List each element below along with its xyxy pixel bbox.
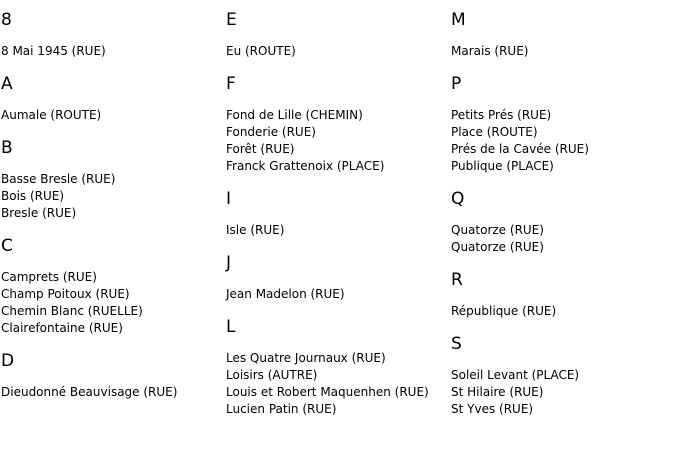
letter-heading: B xyxy=(1,138,13,158)
letter-group xyxy=(451,10,675,60)
street-link[interactable]: Champ Poitoux (RUE) xyxy=(1,287,130,301)
street-column xyxy=(451,10,675,432)
street-link[interactable]: Basse Bresle (RUE) xyxy=(1,172,116,186)
letter-heading: L xyxy=(226,317,236,337)
street-link[interactable]: Marais (RUE) xyxy=(451,44,529,58)
street-link[interactable]: Bois (RUE) xyxy=(1,189,65,203)
street-link[interactable]: Publique (PLACE) xyxy=(451,159,554,173)
street-link[interactable]: République (RUE) xyxy=(451,304,557,318)
street-link[interactable]: Lucien Patin (RUE) xyxy=(226,402,337,416)
letter-group xyxy=(226,10,451,60)
letter-group xyxy=(451,74,675,175)
letter-group xyxy=(451,270,675,320)
street-column xyxy=(1,10,226,415)
street-link[interactable]: Place (ROUTE) xyxy=(451,125,538,139)
letter-heading: 8 xyxy=(1,10,12,30)
letter-group xyxy=(226,253,451,303)
letter-group xyxy=(451,189,675,256)
letter-group xyxy=(1,138,226,222)
letter-heading: S xyxy=(451,334,462,354)
letter-heading: R xyxy=(451,270,463,290)
letter-heading: Q xyxy=(451,189,465,209)
street-link[interactable]: Les Quatre Journaux (RUE) xyxy=(226,351,386,365)
street-link[interactable]: Isle (RUE) xyxy=(226,223,285,237)
street-link[interactable]: Louis et Robert Maquenhen (RUE) xyxy=(226,385,429,399)
letter-heading: F xyxy=(226,74,236,94)
street-link[interactable]: Camprets (RUE) xyxy=(1,270,97,284)
letter-heading: E xyxy=(226,10,237,30)
letter-heading: M xyxy=(451,10,466,30)
street-column xyxy=(226,10,451,432)
letter-group xyxy=(1,10,226,60)
letter-group xyxy=(226,317,451,418)
letter-heading: P xyxy=(451,74,462,94)
street-link[interactable]: Aumale (ROUTE) xyxy=(1,108,102,122)
letter-group xyxy=(1,236,226,337)
street-link[interactable]: Prés de la Cavée (RUE) xyxy=(451,142,589,156)
street-link[interactable]: Franck Grattenoix (PLACE) xyxy=(226,159,385,173)
street-link[interactable]: Chemin Blanc (RUELLE) xyxy=(1,304,143,318)
letter-heading: D xyxy=(1,351,15,371)
street-link[interactable]: Eu (ROUTE) xyxy=(226,44,296,58)
street-link[interactable]: Bresle (RUE) xyxy=(1,206,77,220)
street-link[interactable]: Quatorze (RUE) xyxy=(451,240,544,254)
street-link[interactable]: Quatorze (RUE) xyxy=(451,223,544,237)
letter-group xyxy=(1,74,226,124)
letter-group xyxy=(1,351,226,401)
letter-group xyxy=(451,334,675,418)
letter-group xyxy=(226,189,451,239)
street-link[interactable]: Loisirs (AUTRE) xyxy=(226,368,318,382)
street-link[interactable]: Soleil Levant (PLACE) xyxy=(451,368,580,382)
letter-group xyxy=(226,74,451,175)
street-link[interactable]: 8 Mai 1945 (RUE) xyxy=(1,44,106,58)
street-link[interactable]: St Hilaire (RUE) xyxy=(451,385,544,399)
street-link[interactable]: Fond de Lille (CHEMIN) xyxy=(226,108,363,122)
letter-heading: C xyxy=(1,236,13,256)
street-link[interactable]: Clairefontaine (RUE) xyxy=(1,321,123,335)
letter-heading: I xyxy=(226,189,232,209)
street-link[interactable]: Petits Prés (RUE) xyxy=(451,108,552,122)
letter-heading: J xyxy=(226,253,232,273)
street-link[interactable]: Forêt (RUE) xyxy=(226,142,295,156)
street-link[interactable]: St Yves (RUE) xyxy=(451,402,534,416)
street-link[interactable]: Dieudonné Beauvisage (RUE) xyxy=(1,385,178,399)
letter-heading: A xyxy=(1,74,13,94)
street-link[interactable]: Jean Madelon (RUE) xyxy=(226,287,345,301)
street-link[interactable]: Fonderie (RUE) xyxy=(226,125,316,139)
